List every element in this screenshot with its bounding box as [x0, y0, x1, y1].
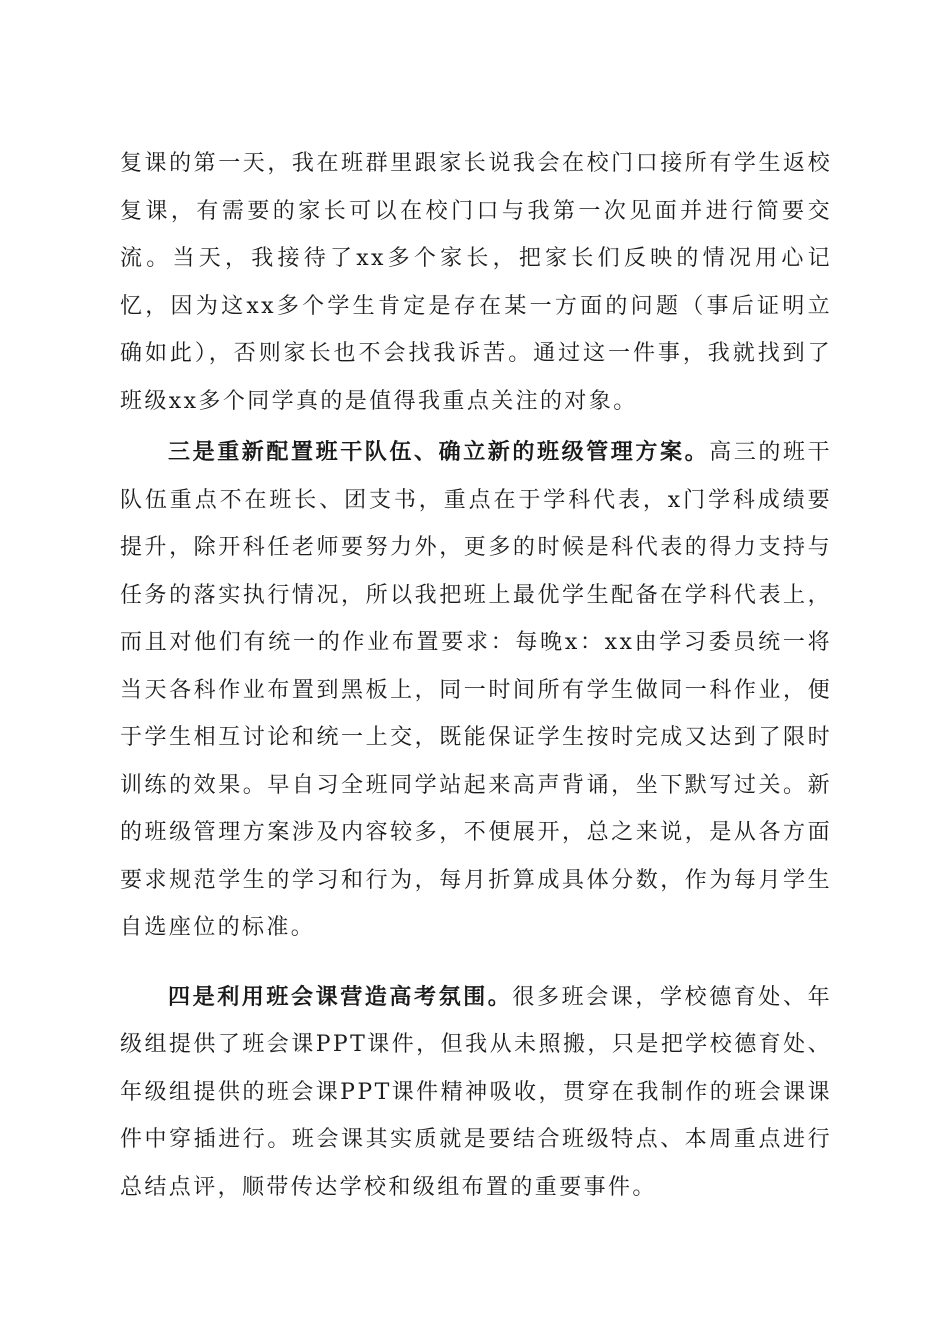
paragraph-class-meeting — [120, 974, 832, 1212]
paragraph-spacer — [120, 952, 832, 974]
document-body — [120, 140, 832, 1211]
paragraph-heading: 三是重新配置班干队伍、确立新的班级管理方案。 — [168, 439, 710, 465]
paragraph-text: 高三的班干队伍重点不在班长、团支书，重点在于学科代表，x门学科成绩要提升，除开科任老师要努力外，更多的时候是科代表的得力支持与任务的落实执行情况，所以我把班上最优学生配备在学科代表上，而且对他们有统一的作业布置要求：每晚x：xx由学习委员统一将当天各科作业布置到黑板上，同一时间所有学生做同一科作业，便于学生相互讨论和统一上交，既能保证学生按时完成又达到了限时训练的效果。早自习全班同学站起来高声背诵，坐下默写过关。新的班级管理方案涉及内容较多，不便展开，总之来说，是从各方面要求规范学生的学习和行为，每月折算成具体分数，作为每月学生自选座位的标准。 — [120, 440, 832, 940]
paragraph-heading: 四是利用班会课营造高考氛围。 — [168, 983, 513, 1010]
paragraph-first-day — [120, 140, 832, 425]
paragraph-text: 很多班会课，学校德育处、年级组提供了班会课PPT课件，但我从未照搬，只是把学校德育处、年级组提供的班会课PPT课件精神吸收，贯穿在我制作的班会课课件中穿插进行。班会课其实质就是要结合班级特点、本周重点进行总结点评，顺带传达学校和级组布置的重要事件。 — [120, 984, 833, 1200]
paragraph-class-cadre — [120, 429, 832, 952]
paragraph-text: 复课的第一天，我在班群里跟家长说我会在校门口接所有学生返校复课，有需要的家长可以在校门口与我第一次见面并进行简要交流。当天，我接待了xx多个家长，把家长们反映的情况用心记忆，因为这xx多个学生肯定是存在某一方面的问题（事后证明立确如此），否则家长也不会找我诉苦。通过这一件事，我就找到了班级xx多个同学真的是值得我重点关注的对象。 — [120, 151, 832, 414]
